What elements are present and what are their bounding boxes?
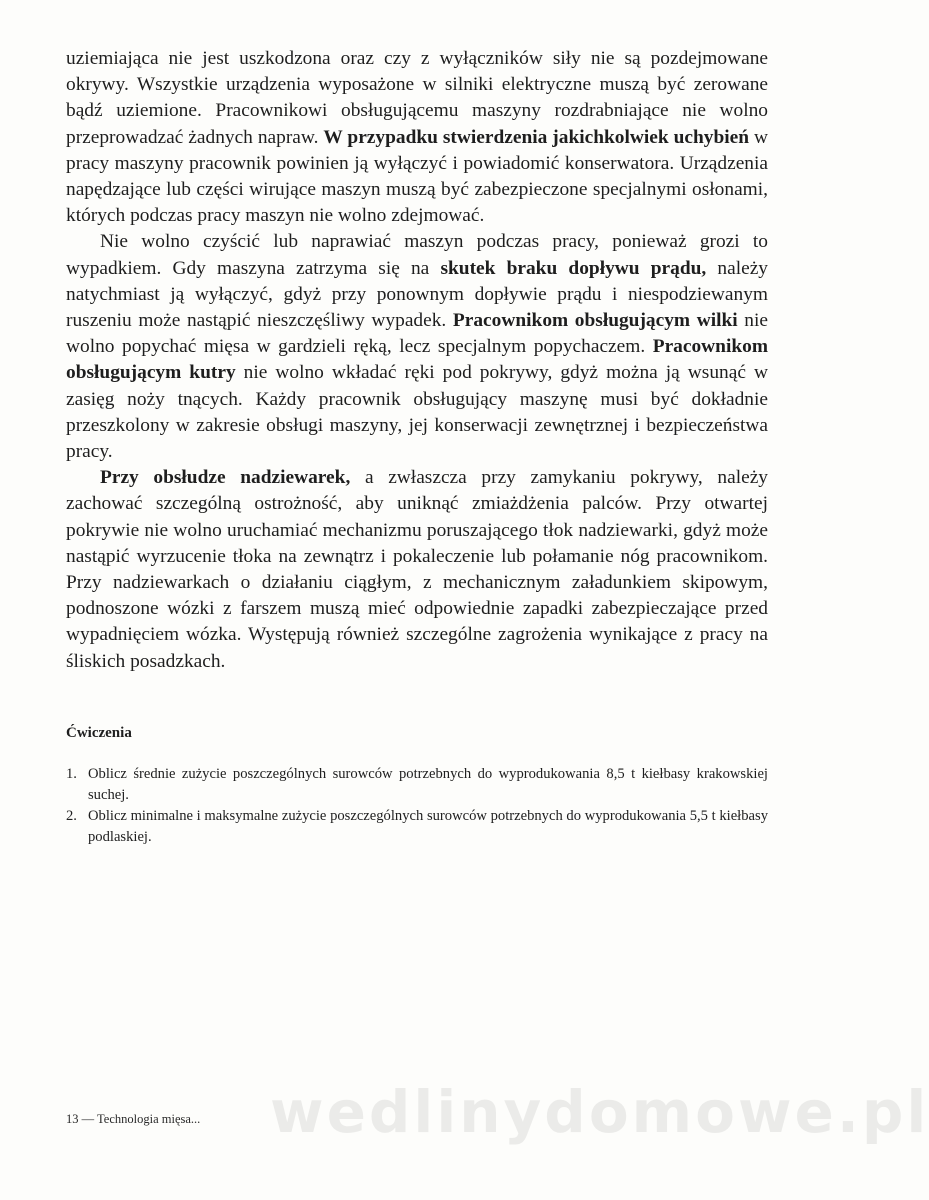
p1-text-2: w pracy maszyny pracownik powinien ją wyłączyć i powiadomić konserwatora. Urządzenia napędzające lub części wirujące maszyn muszą być zabezpieczone specjalnymi osłonami, których podczas pracy maszyn nie wolno zdejmować.	[66, 126, 768, 227]
exercise-item	[66, 806, 768, 848]
p1-bold-1: W przypadku stwierdzenia jakichkolwiek uchybień	[323, 126, 750, 148]
page-body	[66, 46, 768, 848]
exercise-text: Oblicz średnie zużycie poszczególnych surowców potrzebnych do wyprodukowania 8,5 t kiełbasy krakowskiej suchej.	[88, 765, 768, 803]
p2-text-1: Nie wolno czyścić lub naprawiać maszyn podczas pracy, ponieważ grozi to wypadkiem. Gdy maszyna zatrzyma się na	[66, 231, 768, 279]
paragraph-2	[66, 229, 768, 465]
p3-text-1: a zwłaszcza przy zamykaniu pokrywy, należy zachować szczególną ostrożność, aby uniknąć zmiażdżenia palców. Przy otwartej pokrywie nie wolno uruchamiać mechanizmu poruszającego tłok nadziewarki, gdyż może nastąpić wyrzucenie tłoka na zewnątrz i pokaleczenie lub połamanie nóg pracownikom. Przy nadziewarkach o działaniu ciągłym, z mechanicznym załadunkiem skipowym, podnoszone wózki z farszem muszą mieć odpowiednie zapadki zabezpieczające przed wypadnięciem wózka. Występują również szczególne zagrożenia wynikające z pracy na śliskich posadzkach.	[66, 467, 768, 672]
p3-bold-1: Przy obsłudze nadziewarek,	[100, 467, 351, 489]
p2-bold-1: skutek braku dopływu prądu,	[440, 257, 707, 279]
exercise-list	[66, 764, 768, 848]
exercises-heading: Ćwiczenia	[66, 724, 132, 741]
paragraph-1	[66, 46, 768, 229]
page-footer: 13 — Technologia mięsa...	[66, 1112, 201, 1126]
exercise-number: 2.	[66, 807, 77, 824]
p2-bold-3: Pracownikom obsługującym kutry	[66, 336, 768, 384]
watermark: wedlinydomowe.pl	[270, 1078, 929, 1146]
exercise-item	[66, 764, 768, 806]
exercise-text: Oblicz minimalne i maksymalne zużycie poszczególnych surowców potrzebnych do wyprodukowania 5,5 t kiełbasy podlaskiej.	[88, 807, 768, 845]
p1-text-1: uziemiająca nie jest uszkodzona oraz czy z wyłączników siły nie są pozdejmowane okrywy. Wszystkie urządzenia wyposażone w silniki elektryczne muszą być zerowane bądź uziemione. Pracownikowi obsługującemu maszyny rozdrabniające nie wolno przeprowadzać żadnych napraw.	[66, 48, 768, 148]
p2-text-3: nie wolno popychać mięsa w gardzieli ręką, lecz specjalnym popychaczem.	[66, 310, 768, 358]
p2-bold-2: Pracownikom obsługującym wilki	[452, 310, 738, 332]
paragraph-3	[66, 465, 768, 675]
exercise-number: 1.	[66, 765, 77, 782]
p2-text-2: należy natychmiast ją wyłączyć, gdyż przy ponownym dopływie prądu i niespodziewanym ruszeniu może nastąpić nieszczęśliwy wypadek.	[66, 257, 769, 332]
p2-text-4: nie wolno wkładać ręki pod pokrywy, gdyż można ją wsunąć w zasięg noży tnących. Każdy pracownik obsługujący maszynę musi być dokładnie przeszkolony w zakresie obsługi maszyny, jej konserwacji zewnętrznej i bezpieczeństwa pracy.	[66, 362, 768, 463]
